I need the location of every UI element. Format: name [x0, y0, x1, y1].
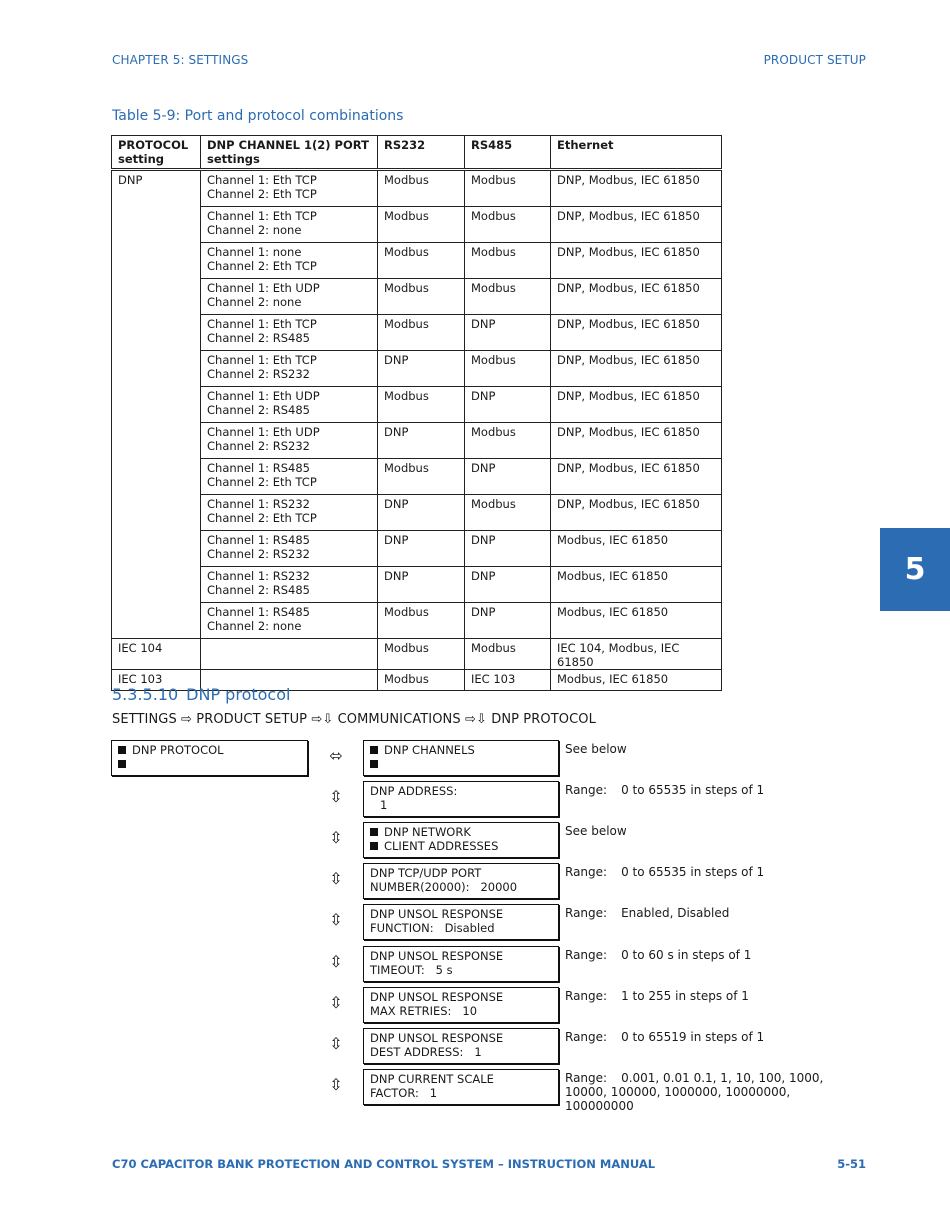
cell-rs485: Modbus: [465, 243, 551, 279]
setting-value: MAX RETRIES: 10: [370, 1004, 478, 1018]
table-row: [112, 639, 722, 670]
setting-range: [565, 742, 855, 756]
cell-rs485: Modbus: [465, 423, 551, 459]
setting-box: [363, 1028, 559, 1064]
header-dnp-channel-port: DNP CHANNEL 1(2) PORT settings: [201, 136, 378, 170]
cell-rs485: DNP: [465, 459, 551, 495]
cell-rs232: Modbus: [378, 459, 465, 495]
cell-protocol: IEC 103: [112, 670, 201, 691]
bullet-square-icon: [370, 760, 378, 768]
setting-box: [363, 740, 559, 776]
cell-ethernet: DNP, Modbus, IEC 61850: [551, 423, 722, 459]
bullet-square-icon: [370, 828, 378, 836]
section-heading: [112, 685, 290, 704]
table-row: [112, 531, 722, 567]
table-row: [112, 603, 722, 639]
menu-path: [112, 712, 596, 727]
setting-box: [363, 1069, 559, 1105]
setting-name: DNP UNSOL RESPONSE: [370, 949, 504, 963]
cell-protocol: DNP: [112, 170, 201, 639]
up-down-arrow-icon: ⇳: [329, 952, 343, 971]
cell-rs232: DNP: [378, 423, 465, 459]
cell-channel-ports: Channel 1: Eth TCP Channel 2: RS485: [201, 315, 378, 351]
cell-rs232: DNP: [378, 531, 465, 567]
cell-rs232: Modbus: [378, 670, 465, 691]
cell-rs485: Modbus: [465, 495, 551, 531]
path-product-setup: PRODUCT SETUP: [196, 712, 308, 727]
table-row: [112, 207, 722, 243]
chapter-tab: 5: [880, 528, 950, 611]
table-row: [112, 567, 722, 603]
cell-channel-ports: Channel 1: Eth TCP Channel 2: RS232: [201, 351, 378, 387]
setting-name: DNP UNSOL RESPONSE: [370, 990, 504, 1004]
cell-ethernet: Modbus, IEC 61850: [551, 603, 722, 639]
cell-ethernet: DNP, Modbus, IEC 61850: [551, 495, 722, 531]
header-rs232: RS232: [378, 136, 465, 170]
header-protocol: PROTOCOL setting: [112, 136, 201, 170]
table-row: [112, 170, 722, 207]
cell-rs485: Modbus: [465, 207, 551, 243]
header-ethernet: Ethernet: [551, 136, 722, 170]
left-right-arrow-icon: ⬄: [329, 746, 343, 765]
cell-channel-ports: Channel 1: Eth TCP Channel 2: none: [201, 207, 378, 243]
cell-rs485: Modbus: [465, 170, 551, 207]
setting-name: DNP ADDRESS:: [370, 784, 458, 798]
cell-rs485: Modbus: [465, 639, 551, 670]
header-rs485: RS485: [465, 136, 551, 170]
path-dnp-protocol: DNP PROTOCOL: [491, 712, 596, 727]
range-label: Range:: [565, 948, 608, 962]
cell-channel-ports: Channel 1: Eth TCP Channel 2: Eth TCP: [201, 170, 378, 207]
right-arrow-icon: ⇨: [176, 712, 197, 727]
cell-ethernet: DNP, Modbus, IEC 61850: [551, 351, 722, 387]
footer-page-number: 5-51: [837, 1157, 866, 1171]
setting-range: [565, 1071, 855, 1113]
path-settings: SETTINGS: [112, 712, 177, 727]
cell-channel-ports: [201, 639, 378, 670]
setting-box: [363, 946, 559, 982]
setting-name: DNP UNSOL RESPONSE: [370, 907, 504, 921]
table-row: [112, 387, 722, 423]
right-down-arrow-icon: ⇨⇩: [460, 712, 492, 727]
setting-value: FACTOR: 1: [370, 1086, 438, 1100]
setting-name: DNP NETWORK: [384, 825, 471, 839]
range-value: 0 to 60 s in steps of 1: [621, 948, 752, 962]
range-value: Enabled, Disabled: [621, 906, 730, 920]
range-label: Range:: [565, 989, 608, 1003]
bullet-square-icon: [370, 746, 378, 754]
cell-rs232: Modbus: [378, 603, 465, 639]
menu-root-box: [111, 740, 308, 776]
table-caption: Table 5-9: Port and protocol combinations: [112, 108, 404, 124]
cell-protocol: IEC 104: [112, 639, 201, 670]
setting-range: [565, 783, 855, 797]
cell-channel-ports: Channel 1: RS232 Channel 2: Eth TCP: [201, 495, 378, 531]
table-row: [112, 351, 722, 387]
cell-rs485: DNP: [465, 531, 551, 567]
cell-channel-ports: Channel 1: Eth UDP Channel 2: none: [201, 279, 378, 315]
cell-ethernet: DNP, Modbus, IEC 61850: [551, 315, 722, 351]
cell-channel-ports: Channel 1: RS485 Channel 2: Eth TCP: [201, 459, 378, 495]
range-label: Range:: [565, 865, 608, 879]
table-row: [112, 315, 722, 351]
up-down-arrow-icon: ⇳: [329, 869, 343, 888]
cell-channel-ports: Channel 1: none Channel 2: Eth TCP: [201, 243, 378, 279]
up-down-arrow-icon: ⇳: [329, 1034, 343, 1053]
range-value: See below: [565, 824, 627, 838]
setting-value: FUNCTION: Disabled: [370, 921, 495, 935]
setting-box: [363, 987, 559, 1023]
bullet-square-icon: [118, 760, 126, 768]
up-down-arrow-icon: ⇳: [329, 993, 343, 1012]
footer-manual-title: C70 CAPACITOR BANK PROTECTION AND CONTROL SYSTEM – INSTRUCTION MANUAL: [112, 1157, 656, 1171]
range-label: Range:: [565, 783, 608, 797]
setting-box: [363, 822, 559, 858]
cell-rs232: Modbus: [378, 170, 465, 207]
setting-value: TIMEOUT: 5 s: [370, 963, 453, 977]
table-header-row: [112, 136, 722, 170]
setting-range: [565, 906, 855, 920]
cell-channel-ports: Channel 1: Eth UDP Channel 2: RS485: [201, 387, 378, 423]
cell-rs232: DNP: [378, 351, 465, 387]
cell-ethernet: DNP, Modbus, IEC 61850: [551, 243, 722, 279]
cell-rs232: Modbus: [378, 639, 465, 670]
setting-box: [363, 781, 559, 817]
cell-rs232: Modbus: [378, 387, 465, 423]
cell-ethernet: IEC 104, Modbus, IEC 61850: [551, 639, 722, 670]
setting-range: [565, 865, 855, 879]
cell-rs485: DNP: [465, 567, 551, 603]
range-value: 0 to 65535 in steps of 1: [621, 783, 765, 797]
cell-ethernet: Modbus, IEC 61850: [551, 531, 722, 567]
up-down-arrow-icon: ⇳: [329, 787, 343, 806]
setting-value: NUMBER(20000): 20000: [370, 880, 518, 894]
range-value: 0 to 65535 in steps of 1: [621, 865, 765, 879]
setting-value: 1: [380, 798, 388, 812]
setting-name: DNP TCP/UDP PORT: [370, 866, 482, 880]
setting-name: DNP CHANNELS: [384, 743, 475, 757]
cell-ethernet: Modbus, IEC 61850: [551, 670, 722, 691]
setting-box: [363, 863, 559, 899]
cell-channel-ports: Channel 1: Eth UDP Channel 2: RS232: [201, 423, 378, 459]
port-protocol-table: [111, 135, 722, 691]
range-value: 0.001, 0.01 0.1, 1, 10, 100, 1000, 10000, 100000, 1000000, 10000000, 100000000: [565, 1071, 824, 1113]
table-row: [112, 459, 722, 495]
range-label: Range:: [565, 1071, 608, 1085]
cell-ethernet: DNP, Modbus, IEC 61850: [551, 459, 722, 495]
range-value: See below: [565, 742, 627, 756]
setting-range: [565, 824, 855, 838]
cell-channel-ports: Channel 1: RS232 Channel 2: RS485: [201, 567, 378, 603]
up-down-arrow-icon: ⇳: [329, 1075, 343, 1094]
setting-range: [565, 948, 855, 962]
cell-rs485: Modbus: [465, 351, 551, 387]
table-row: [112, 243, 722, 279]
setting-value: DEST ADDRESS: 1: [370, 1045, 482, 1059]
cell-ethernet: DNP, Modbus, IEC 61850: [551, 279, 722, 315]
bullet-square-icon: [370, 842, 378, 850]
table-row: [112, 279, 722, 315]
table-row: [112, 495, 722, 531]
right-down-arrow-icon: ⇨⇩: [307, 712, 338, 727]
range-value: 0 to 65519 in steps of 1: [621, 1030, 765, 1044]
cell-rs232: DNP: [378, 567, 465, 603]
setting-value: CLIENT ADDRESSES: [384, 839, 499, 853]
range-label: Range:: [565, 1030, 608, 1044]
setting-name: DNP UNSOL RESPONSE: [370, 1031, 504, 1045]
bullet-square-icon: [118, 746, 126, 754]
setting-name: DNP CURRENT SCALE: [370, 1072, 494, 1086]
running-header-chapter: CHAPTER 5: SETTINGS: [112, 53, 249, 67]
section-title: DNP protocol: [186, 685, 291, 704]
cell-ethernet: DNP, Modbus, IEC 61850: [551, 170, 722, 207]
table-row: [112, 423, 722, 459]
cell-ethernet: Modbus, IEC 61850: [551, 567, 722, 603]
menu-root-label: DNP PROTOCOL: [132, 743, 224, 757]
cell-rs485: DNP: [465, 315, 551, 351]
cell-rs232: Modbus: [378, 279, 465, 315]
cell-ethernet: DNP, Modbus, IEC 61850: [551, 207, 722, 243]
cell-rs232: DNP: [378, 495, 465, 531]
range-label: Range:: [565, 906, 608, 920]
up-down-arrow-icon: ⇳: [329, 828, 343, 847]
cell-ethernet: DNP, Modbus, IEC 61850: [551, 387, 722, 423]
range-value: 1 to 255 in steps of 1: [621, 989, 749, 1003]
cell-channel-ports: Channel 1: RS485 Channel 2: RS232: [201, 531, 378, 567]
setting-range: [565, 1030, 855, 1044]
section-number: 5.3.5.10: [112, 685, 179, 704]
setting-range: [565, 989, 855, 1003]
cell-rs485: DNP: [465, 387, 551, 423]
cell-rs485: DNP: [465, 603, 551, 639]
cell-rs232: Modbus: [378, 315, 465, 351]
cell-channel-ports: Channel 1: RS485 Channel 2: none: [201, 603, 378, 639]
cell-rs232: Modbus: [378, 207, 465, 243]
cell-rs485: Modbus: [465, 279, 551, 315]
up-down-arrow-icon: ⇳: [329, 910, 343, 929]
cell-rs485: IEC 103: [465, 670, 551, 691]
running-header-section: PRODUCT SETUP: [763, 53, 866, 67]
cell-rs232: Modbus: [378, 243, 465, 279]
setting-box: [363, 904, 559, 940]
path-communications: COMMUNICATIONS: [337, 712, 461, 727]
